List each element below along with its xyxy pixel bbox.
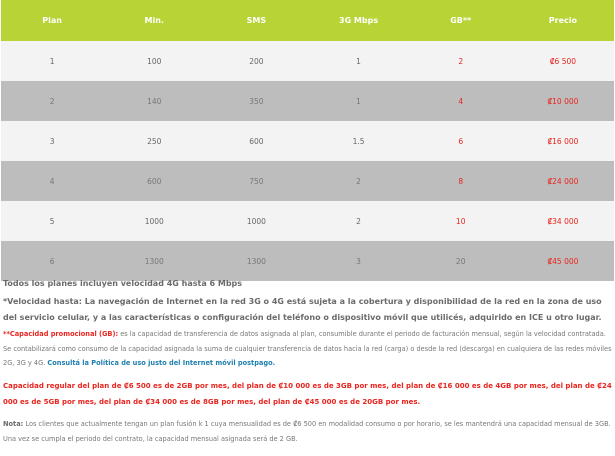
notes-section bbox=[3, 278, 613, 447]
table-row bbox=[1, 201, 614, 241]
cell-sms: 600 bbox=[205, 121, 307, 161]
promo-capacity-text: es la capacidad de transferencia de datos asignada al plan, consumible durante el periodo de facturación mensual, según la velocidad contratada. Se contabilizará como consumo de la capacidad asignada la suma de cualquier transferencia de datos hacia la red (carga) o desde la red (descarga) en cualquiera de las redes móviles 2G, 3G y 4G. bbox=[3, 330, 612, 367]
table-row bbox=[1, 241, 614, 281]
cell-mbps: 3 bbox=[307, 241, 409, 281]
cell-sms: 750 bbox=[205, 161, 307, 201]
table-row bbox=[1, 41, 614, 81]
cell-price: ₡24 000 bbox=[512, 161, 614, 201]
cell-min: 1000 bbox=[103, 201, 205, 241]
cell-sms: 1300 bbox=[205, 241, 307, 281]
cell-gb: 8 bbox=[410, 161, 512, 201]
table-row bbox=[1, 161, 614, 201]
table-row bbox=[1, 81, 614, 121]
header-price: Precio bbox=[512, 0, 614, 41]
cell-sms: 1000 bbox=[205, 201, 307, 241]
regular-capacity-note: Capacidad regular del plan de ₡6 500 es de 2GB por mes, del plan de ₡10 000 es de 3GB por mes, del plan de ₡16 000 es de 4GB por mes, del plan de ₡24 000 es de 5GB por mes, del plan de ₡34 000 es de 8GB por mes, del plan de ₡45 000 es de 20GB por mes. bbox=[3, 381, 612, 406]
cell-gb: 20 bbox=[410, 241, 512, 281]
cell-mbps: 2 bbox=[307, 201, 409, 241]
cell-min: 140 bbox=[103, 81, 205, 121]
cell-plan: 4 bbox=[1, 161, 103, 201]
cell-gb: 2 bbox=[410, 41, 512, 81]
cell-gb: 6 bbox=[410, 121, 512, 161]
header-mbps: 3G Mbps bbox=[307, 0, 409, 41]
fair-use-policy-link[interactable]: Consultá la Política de uso justo del Internet móvil postpago. bbox=[47, 359, 276, 367]
cell-min: 600 bbox=[103, 161, 205, 201]
header-plan: Plan bbox=[1, 0, 103, 41]
promo-capacity-note bbox=[3, 327, 613, 371]
header-min: Min. bbox=[103, 0, 205, 41]
header-gb: GB** bbox=[410, 0, 512, 41]
cell-min: 1300 bbox=[103, 241, 205, 281]
plans-table bbox=[1, 0, 614, 281]
cell-plan: 3 bbox=[1, 121, 103, 161]
cell-price: ₡45 000 bbox=[512, 241, 614, 281]
cell-price: ₡34 000 bbox=[512, 201, 614, 241]
cell-mbps: 1.5 bbox=[307, 121, 409, 161]
cell-min: 100 bbox=[103, 41, 205, 81]
fusion-plan-note bbox=[3, 417, 613, 447]
cell-plan: 6 bbox=[1, 241, 103, 281]
cell-sms: 350 bbox=[205, 81, 307, 121]
speed-disclaimer: *Velocidad hasta: La navegación de Internet en la red 3G o 4G está sujeta a la cobertura y disponibilidad de la red en la zona de uso del servicio celular, y a las características o configuración del teléfono o dispositivo móvil que utilicés, adquirido en ICE u otro lugar. bbox=[3, 297, 602, 322]
cell-plan: 1 bbox=[1, 41, 103, 81]
cell-price: ₡6 500 bbox=[512, 41, 614, 81]
cell-plan: 5 bbox=[1, 201, 103, 241]
cell-gb: 4 bbox=[410, 81, 512, 121]
cell-plan: 2 bbox=[1, 81, 103, 121]
header-sms: SMS bbox=[205, 0, 307, 41]
cell-gb: 10 bbox=[410, 201, 512, 241]
cell-mbps: 1 bbox=[307, 81, 409, 121]
cell-mbps: 2 bbox=[307, 161, 409, 201]
cell-price: ₡16 000 bbox=[512, 121, 614, 161]
table-header-row bbox=[1, 0, 614, 41]
nota-text: Los clientes que actualmente tengan un plan fusión k 1 cuya mensualidad es de ₡6 500 en modalidad consumo o por horario, se les mantendrá una capacidad mensual de 3GB. Una vez se cumpla el periodo del contrato, la capacidad mensual asignada será de 2 GB. bbox=[3, 419, 611, 443]
speed-4g-note: Todos los planes incluyen velocidad 4G hasta 6 Mbps bbox=[3, 279, 243, 288]
cell-sms: 200 bbox=[205, 41, 307, 81]
table-row bbox=[1, 121, 614, 161]
cell-mbps: 1 bbox=[307, 41, 409, 81]
nota-label: Nota: bbox=[3, 419, 24, 428]
cell-min: 250 bbox=[103, 121, 205, 161]
promo-capacity-label: **Capacidad promocional (GB): bbox=[3, 330, 119, 338]
cell-price: ₡10 000 bbox=[512, 81, 614, 121]
